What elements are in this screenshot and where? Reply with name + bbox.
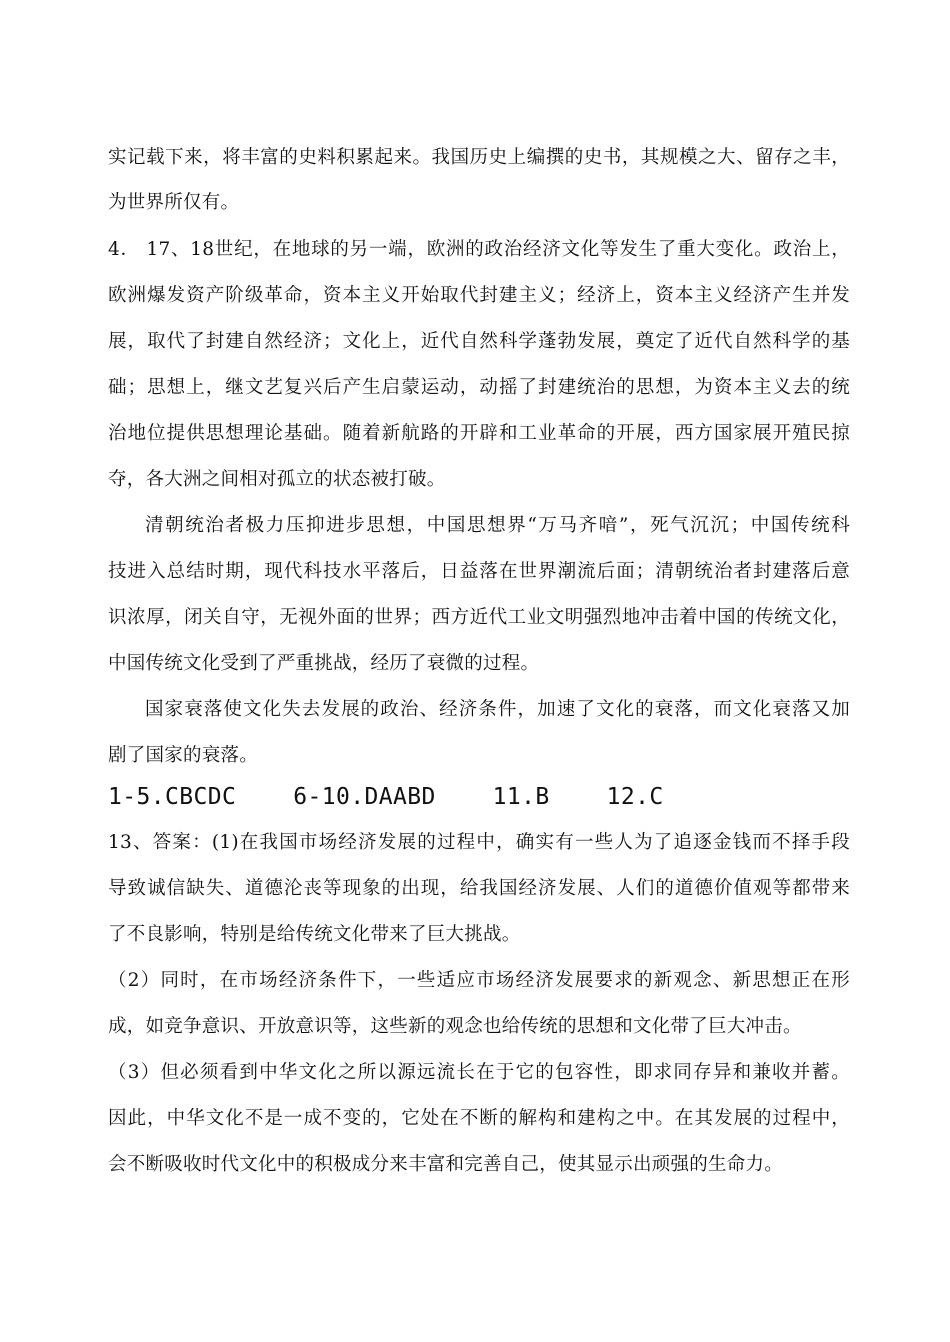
text-line: 治地位提供思想理论基础。随着新航路的开辟和工业革命的开展，西方国家展开殖民掠	[108, 423, 850, 444]
text-line: 因此，中华文化不是一成不变的，它处在不断的解构和建构之中。在其发展的过程中，	[108, 1108, 850, 1129]
text-line: 国家衰落使文化失去发展的政治、经济条件，加速了文化的衰落，而文化衰落又加	[145, 699, 850, 720]
text-line: 清朝统治者极力压抑进步思想，中国思想界“万马齐喑”，死气沉沉；中国传统科	[145, 515, 850, 536]
text-line: 会不断吸收时代文化中的积极成分来丰富和完善自己，使其显示出顽强的生命力。	[108, 1154, 784, 1175]
text-line: 成，如竞争意识、开放意识等，这些新的观念也给传统的思想和文化带了巨大冲击。	[108, 1016, 802, 1037]
text-line: 导致诚信缺失、道德沦丧等现象的出现，给我国经济发展、人们的道德价值观等都带来	[108, 878, 850, 899]
text-line: 了不良影响，特别是给传统文化带来了巨大挑战。	[108, 924, 521, 945]
text-line: 识浓厚，闭关自守，无视外面的世界；西方近代工业文明强烈地冲击着中国的传统文化，	[108, 607, 850, 628]
text-line: （2）同时，在市场经济条件下，一些适应市场经济发展要求的新观念、新思想正在形	[108, 970, 850, 991]
text-line: 为世界所仅有。	[108, 192, 240, 213]
text-line: 欧洲爆发资产阶级革命，资本主义开始取代封建主义；经济上，资本主义经济产生并发	[108, 285, 850, 306]
text-line: 4． 17、18世纪，在地球的另一端，欧洲的政治经济文化等发生了重大变化。政治上，	[108, 239, 850, 260]
text-line: 实记载下来，将丰富的史料积累起来。我国历史上编撰的史书，其规模之大、留存之丰，	[108, 147, 850, 168]
answer-key-line: 1-5.CBCDC 6-10.DAABD 11.B 12.C	[108, 784, 664, 810]
text-line: 展，取代了封建自然经济；文化上，近代自然科学蓬勃发展，奠定了近代自然科学的基	[108, 331, 850, 352]
text-line: 技进入总结时期，现代科技水平落后，日益落在世界潮流后面；清朝统治者封建落后意	[108, 561, 850, 582]
text-line: 剧了国家的衰落。	[108, 745, 259, 766]
text-line: 13、答案：(1)在我国市场经济发展的过程中，确实有一些人为了追逐金钱而不择手段	[108, 832, 850, 853]
text-line: （3）但必须看到中华文化之所以源远流长在于它的包容性，即求同存异和兼收并蓄。	[108, 1062, 850, 1083]
text-line: 础；思想上，继文艺复兴后产生启蒙运动，动摇了封建统治的思想，为资本主义去的统	[108, 377, 850, 398]
text-line: 中国传统文化受到了严重挑战，经历了衰微的过程。	[108, 653, 540, 674]
text-line: 夺，各大洲之间相对孤立的状态被打破。	[108, 469, 446, 490]
